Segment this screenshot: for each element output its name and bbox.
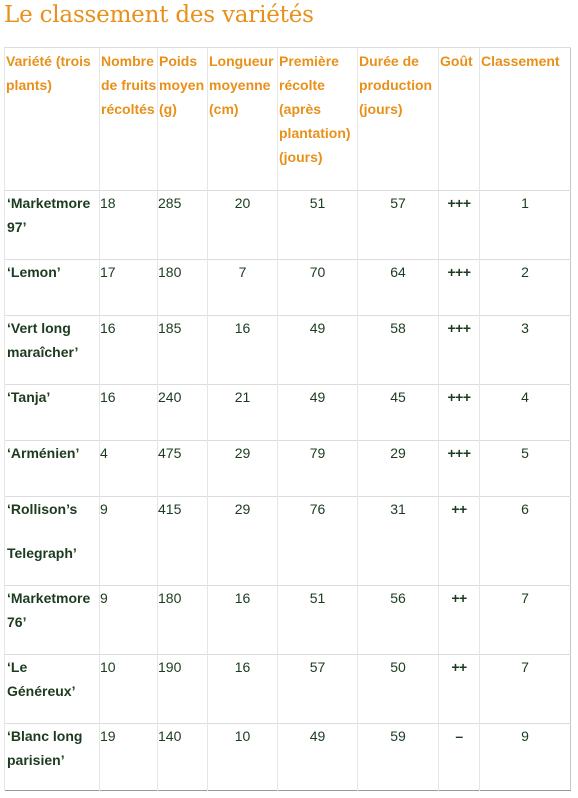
taste-cell [439, 441, 480, 497]
first-harvest-text: 51 [309, 195, 326, 211]
taste-cell [439, 385, 480, 441]
taste-cell [439, 316, 480, 385]
ranking-text: 3 [521, 320, 529, 336]
variety-cell [5, 441, 100, 497]
fruit-count-text: 19 [100, 728, 116, 744]
fruit-count-cell [100, 655, 158, 724]
length-text: 29 [234, 501, 251, 517]
first-harvest-text: 79 [309, 445, 326, 461]
variety-cell [5, 385, 100, 441]
duration-text: 29 [390, 445, 406, 461]
ranking-cell [480, 385, 571, 441]
taste-cell [439, 724, 480, 791]
fruit-count-cell [100, 385, 158, 441]
taste-text: +++ [447, 389, 471, 405]
table-row [5, 191, 571, 260]
first-harvest-text: 49 [309, 728, 326, 744]
fruit-count-text: 9 [100, 590, 108, 606]
table-row [5, 385, 571, 441]
weight-cell [158, 724, 208, 791]
length-cell [208, 316, 278, 385]
taste-text: – [455, 728, 463, 744]
table-row [5, 441, 571, 497]
variety-text: ‘Le Généreux’ [7, 659, 76, 699]
fruit-count-text: 18 [100, 195, 116, 211]
fruit-count-text: 4 [100, 445, 108, 461]
weight-text: 475 [158, 445, 182, 461]
duration-cell [358, 655, 439, 724]
fruit-count-cell [100, 316, 158, 385]
fruit-count-cell [100, 724, 158, 791]
ranking-cell [480, 191, 571, 260]
first-harvest-text: 76 [309, 501, 326, 517]
ranking-text: 4 [521, 389, 529, 405]
duration-cell [358, 586, 439, 655]
first-harvest-cell [278, 316, 358, 385]
header-average-length: Longueur moyenne (cm) [208, 48, 278, 191]
ranking-cell [480, 655, 571, 724]
weight-cell [158, 260, 208, 316]
header-taste: Goût [439, 48, 480, 191]
duration-text: 56 [390, 590, 406, 606]
variety-cell [5, 724, 100, 791]
weight-cell [158, 316, 208, 385]
fruit-count-text: 9 [100, 501, 108, 517]
weight-cell [158, 497, 208, 586]
fruit-count-cell [100, 441, 158, 497]
length-cell [208, 497, 278, 586]
ranking-text: 2 [521, 264, 529, 280]
duration-cell [358, 316, 439, 385]
first-harvest-cell [278, 191, 358, 260]
first-harvest-text: 70 [309, 264, 326, 280]
ranking-cell [480, 586, 571, 655]
header-first-harvest: Première récolte (après plantation) (jours) [278, 48, 358, 191]
first-harvest-text: 51 [309, 590, 326, 606]
length-cell [208, 385, 278, 441]
length-cell [208, 441, 278, 497]
duration-text: 64 [390, 264, 406, 280]
ranking-text: 9 [521, 728, 529, 744]
ranking-text: 6 [521, 501, 529, 517]
taste-cell [439, 586, 480, 655]
duration-text: 59 [390, 728, 406, 744]
length-cell [208, 586, 278, 655]
weight-text: 415 [158, 501, 182, 517]
ranking-text: 5 [521, 445, 529, 461]
fruit-count-text: 17 [100, 264, 116, 280]
variety-cell [5, 191, 100, 260]
length-cell [208, 655, 278, 724]
duration-cell [358, 441, 439, 497]
varieties-table [4, 47, 571, 791]
taste-text: ++ [451, 590, 467, 606]
weight-text: 285 [158, 195, 182, 211]
fruit-count-cell [100, 260, 158, 316]
fruit-count-text: 16 [100, 389, 116, 405]
length-text: 21 [234, 389, 251, 405]
variety-text: ‘Marketmore 97’ [7, 195, 91, 235]
taste-text: +++ [447, 264, 471, 280]
variety-text: ‘Lemon’ [7, 264, 61, 280]
weight-cell [158, 655, 208, 724]
first-harvest-cell [278, 497, 358, 586]
ranking-cell [480, 316, 571, 385]
ranking-text: 7 [521, 590, 529, 606]
duration-cell [358, 260, 439, 316]
table-row [5, 655, 571, 724]
weight-text: 140 [158, 728, 182, 744]
duration-text: 50 [390, 659, 406, 675]
fruit-count-cell [100, 497, 158, 586]
variety-text: ‘Rollison’s [7, 501, 78, 517]
header-production-duration: Durée de production (jours) [358, 48, 439, 191]
duration-text: 58 [390, 320, 406, 336]
duration-text: 57 [390, 195, 406, 211]
first-harvest-cell [278, 260, 358, 316]
taste-text: +++ [447, 195, 471, 211]
taste-text: +++ [447, 445, 471, 461]
header-ranking: Classement [480, 48, 571, 191]
first-harvest-text: 49 [309, 320, 326, 336]
variety-text: ‘Marketmore 76’ [7, 590, 91, 630]
variety-text: ‘Arménien’ [7, 445, 80, 461]
variety-text-continued: Telegraph’ [7, 545, 77, 561]
length-text: 29 [234, 445, 251, 461]
header-variety: Variété (trois plants) [5, 48, 100, 191]
first-harvest-cell [278, 586, 358, 655]
variety-text: ‘Vert long maraîcher’ [7, 320, 79, 360]
variety-cell [5, 497, 100, 586]
length-text: 20 [234, 195, 251, 211]
ranking-cell [480, 497, 571, 586]
ranking-text: 1 [521, 195, 529, 211]
taste-cell [439, 497, 480, 586]
ranking-cell [480, 724, 571, 791]
page-title: Le classement des variétés [4, 2, 314, 28]
fruit-count-cell [100, 586, 158, 655]
table-row [5, 260, 571, 316]
weight-cell [158, 385, 208, 441]
length-text: 10 [234, 728, 251, 744]
length-cell [208, 724, 278, 791]
weight-text: 180 [158, 264, 182, 280]
first-harvest-cell [278, 724, 358, 791]
first-harvest-cell [278, 385, 358, 441]
duration-text: 45 [390, 389, 406, 405]
weight-text: 185 [158, 320, 182, 336]
length-text: 7 [238, 264, 247, 280]
duration-cell [358, 724, 439, 791]
weight-cell [158, 191, 208, 260]
ranking-text: 7 [521, 659, 529, 675]
taste-text: +++ [447, 320, 471, 336]
table-row [5, 586, 571, 655]
first-harvest-cell [278, 441, 358, 497]
variety-text: ‘Blanc long parisien’ [7, 728, 83, 768]
duration-cell [358, 191, 439, 260]
weight-text: 240 [158, 389, 182, 405]
variety-text: ‘Tanja’ [7, 389, 51, 405]
fruit-count-text: 10 [100, 659, 116, 675]
header-fruit-count: Nombre de fruits récoltés [100, 48, 158, 191]
weight-cell [158, 441, 208, 497]
taste-cell [439, 260, 480, 316]
table-row [5, 497, 571, 586]
table-header-row [5, 48, 571, 191]
ranking-cell [480, 441, 571, 497]
duration-text: 31 [390, 501, 406, 517]
first-harvest-text: 49 [309, 389, 326, 405]
fruit-count-text: 16 [100, 320, 116, 336]
length-text: 16 [234, 590, 251, 606]
fruit-count-cell [100, 191, 158, 260]
length-cell [208, 191, 278, 260]
length-cell [208, 260, 278, 316]
duration-cell [358, 385, 439, 441]
header-average-weight: Poids moyen (g) [158, 48, 208, 191]
taste-text: ++ [451, 659, 467, 675]
first-harvest-text: 57 [309, 659, 326, 675]
taste-cell [439, 655, 480, 724]
weight-text: 180 [158, 590, 182, 606]
taste-text: ++ [451, 501, 467, 517]
weight-cell [158, 586, 208, 655]
variety-cell [5, 655, 100, 724]
first-harvest-cell [278, 655, 358, 724]
ranking-cell [480, 260, 571, 316]
length-text: 16 [234, 659, 251, 675]
duration-cell [358, 497, 439, 586]
variety-cell [5, 260, 100, 316]
variety-cell [5, 316, 100, 385]
table-row [5, 724, 571, 791]
variety-cell [5, 586, 100, 655]
weight-text: 190 [158, 659, 182, 675]
taste-cell [439, 191, 480, 260]
table-row [5, 316, 571, 385]
length-text: 16 [234, 320, 251, 336]
